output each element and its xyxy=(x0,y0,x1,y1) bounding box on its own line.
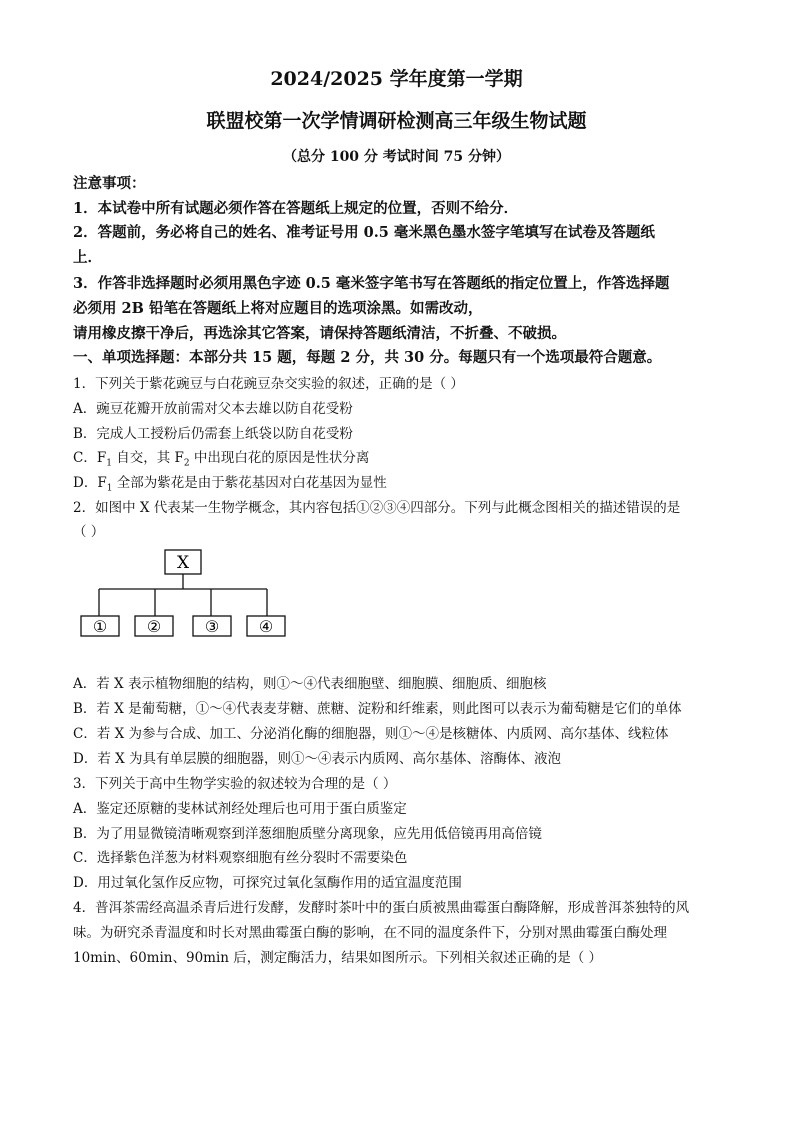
concept-child-label-4: ④ xyxy=(258,617,274,636)
q3-option-a: A．鉴定还原糖的斐林试剂经处理后也可用于蛋白质鉴定 xyxy=(73,801,407,817)
notice-title: 注意事项： xyxy=(73,175,146,192)
notice-item-3a: 3．作答非选择题时必须用黑色字迹 0.5 毫米签字笔书写在答题纸的指定位置上，作答选择题 xyxy=(73,275,670,292)
section-1-title: 一、单项选择题：本部分共 15 题，每题 2 分，共 30 分。每题只有一个选项最符合题意。 xyxy=(73,349,662,366)
concept-root-label: X xyxy=(176,553,190,573)
q1-option-a: A．豌豆花瓣开放前需对父本去雄以防自花受粉 xyxy=(73,401,353,417)
notice-item-1: 1．本试卷中所有试题必须作答在答题纸上规定的位置，否则不给分． xyxy=(73,200,519,217)
q1-option-d: D．$F_1$ 全部为紫花是由于紫花基因对白花基因为显性 xyxy=(73,475,387,494)
q1-option-c: C．$F_1$ 自交，其 $F_2$ 中出现白花的原因是性状分离 xyxy=(73,450,370,469)
q3-option-c: C．选择紫色洋葱为材料观察细胞有丝分裂时不需要染色 xyxy=(73,850,408,866)
concept-child-label-3: ③ xyxy=(204,617,220,636)
q4-stem-line-1: 4．普洱茶需经高温杀青后进行发酵，发酵时茶叶中的蛋白质被黑曲霉蛋白酶降解，形成普洱茶独特的风 xyxy=(73,900,690,916)
notice-item-3b: 必须用 2B 铅笔在答题纸上将对应题目的选项涂黑。如需改动， xyxy=(73,300,483,317)
notice-item-2a: 2．答题前，务必将自己的姓名、准考证号用 0.5 毫米黑色墨水签字笔填写在试卷及答题纸 xyxy=(73,224,655,241)
exam-title: 联盟校第一次学情调研检测高三年级生物试题 xyxy=(206,110,587,132)
concept-diagram xyxy=(75,546,290,642)
q2-stem: 2．如图中 X 代表某一生物学概念，其内容包括①②③④四部分。下列与此概念图相关的描述错误的是 xyxy=(73,500,681,516)
exam-score-time: （总分 100 分 考试时间 75 分钟） xyxy=(282,149,511,165)
concept-child-label-2: ② xyxy=(146,617,162,636)
q4-stem-line-3: 10min、60min、90min 后，测定酶活力，结果如图所示。下列相关叙述正确的是（ ） xyxy=(73,950,603,966)
notice-item-3c: 请用橡皮擦干净后，再选涂其它答案，请保持答题纸清洁，不折叠、不破损。 xyxy=(73,325,566,342)
q4-stem-line-2: 味。为研究杀青温度和时长对黑曲霉蛋白酶的影响，在不同的温度条件下，分别对黑曲霉蛋白酶处理 xyxy=(73,925,667,941)
notice-item-2b: 上． xyxy=(73,249,102,266)
q1-option-b: B．完成人工授粉后仍需套上纸袋以防自花受粉 xyxy=(73,426,353,442)
q2-option-b: B．若 X 是葡萄糖，①～④代表麦芽糖、蔗糖、淀粉和纤维素，则此图可以表示为葡萄糖是它们的单体 xyxy=(73,701,682,717)
q3-option-d: D．用过氧化氢作反应物，可探究过氧化氢酶作用的适宜温度范围 xyxy=(73,875,462,891)
q2-option-a: A．若 X 表示植物细胞的结构，则①～④代表细胞壁、细胞膜、细胞质、细胞核 xyxy=(73,676,547,692)
q2-option-d: D．若 X 为具有单层膜的细胞器，则①～④表示内质网、高尔基体、溶酶体、液泡 xyxy=(73,751,562,767)
q2-option-c: C．若 X 为参与合成、加工、分泌消化酶的细胞器，则①～④是核糖体、内质网、高尔基体、线粒体 xyxy=(73,726,669,742)
concept-child-label-1: ① xyxy=(92,617,108,636)
q1-stem: 1．下列关于紫花豌豆与白花豌豆杂交实验的叙述，正确的是（ ） xyxy=(73,376,464,392)
q3-option-b: B．为了用显微镜清晰观察到洋葱细胞质壁分离现象，应先用低倍镜再用高倍镜 xyxy=(73,826,542,842)
q3-stem: 3．下列关于高中生物学实验的叙述较为合理的是（ ） xyxy=(73,776,397,792)
exam-term-title: 2024/2025 学年度第一学期 xyxy=(270,68,523,90)
q2-stem-bracket: （ ） xyxy=(73,524,105,540)
